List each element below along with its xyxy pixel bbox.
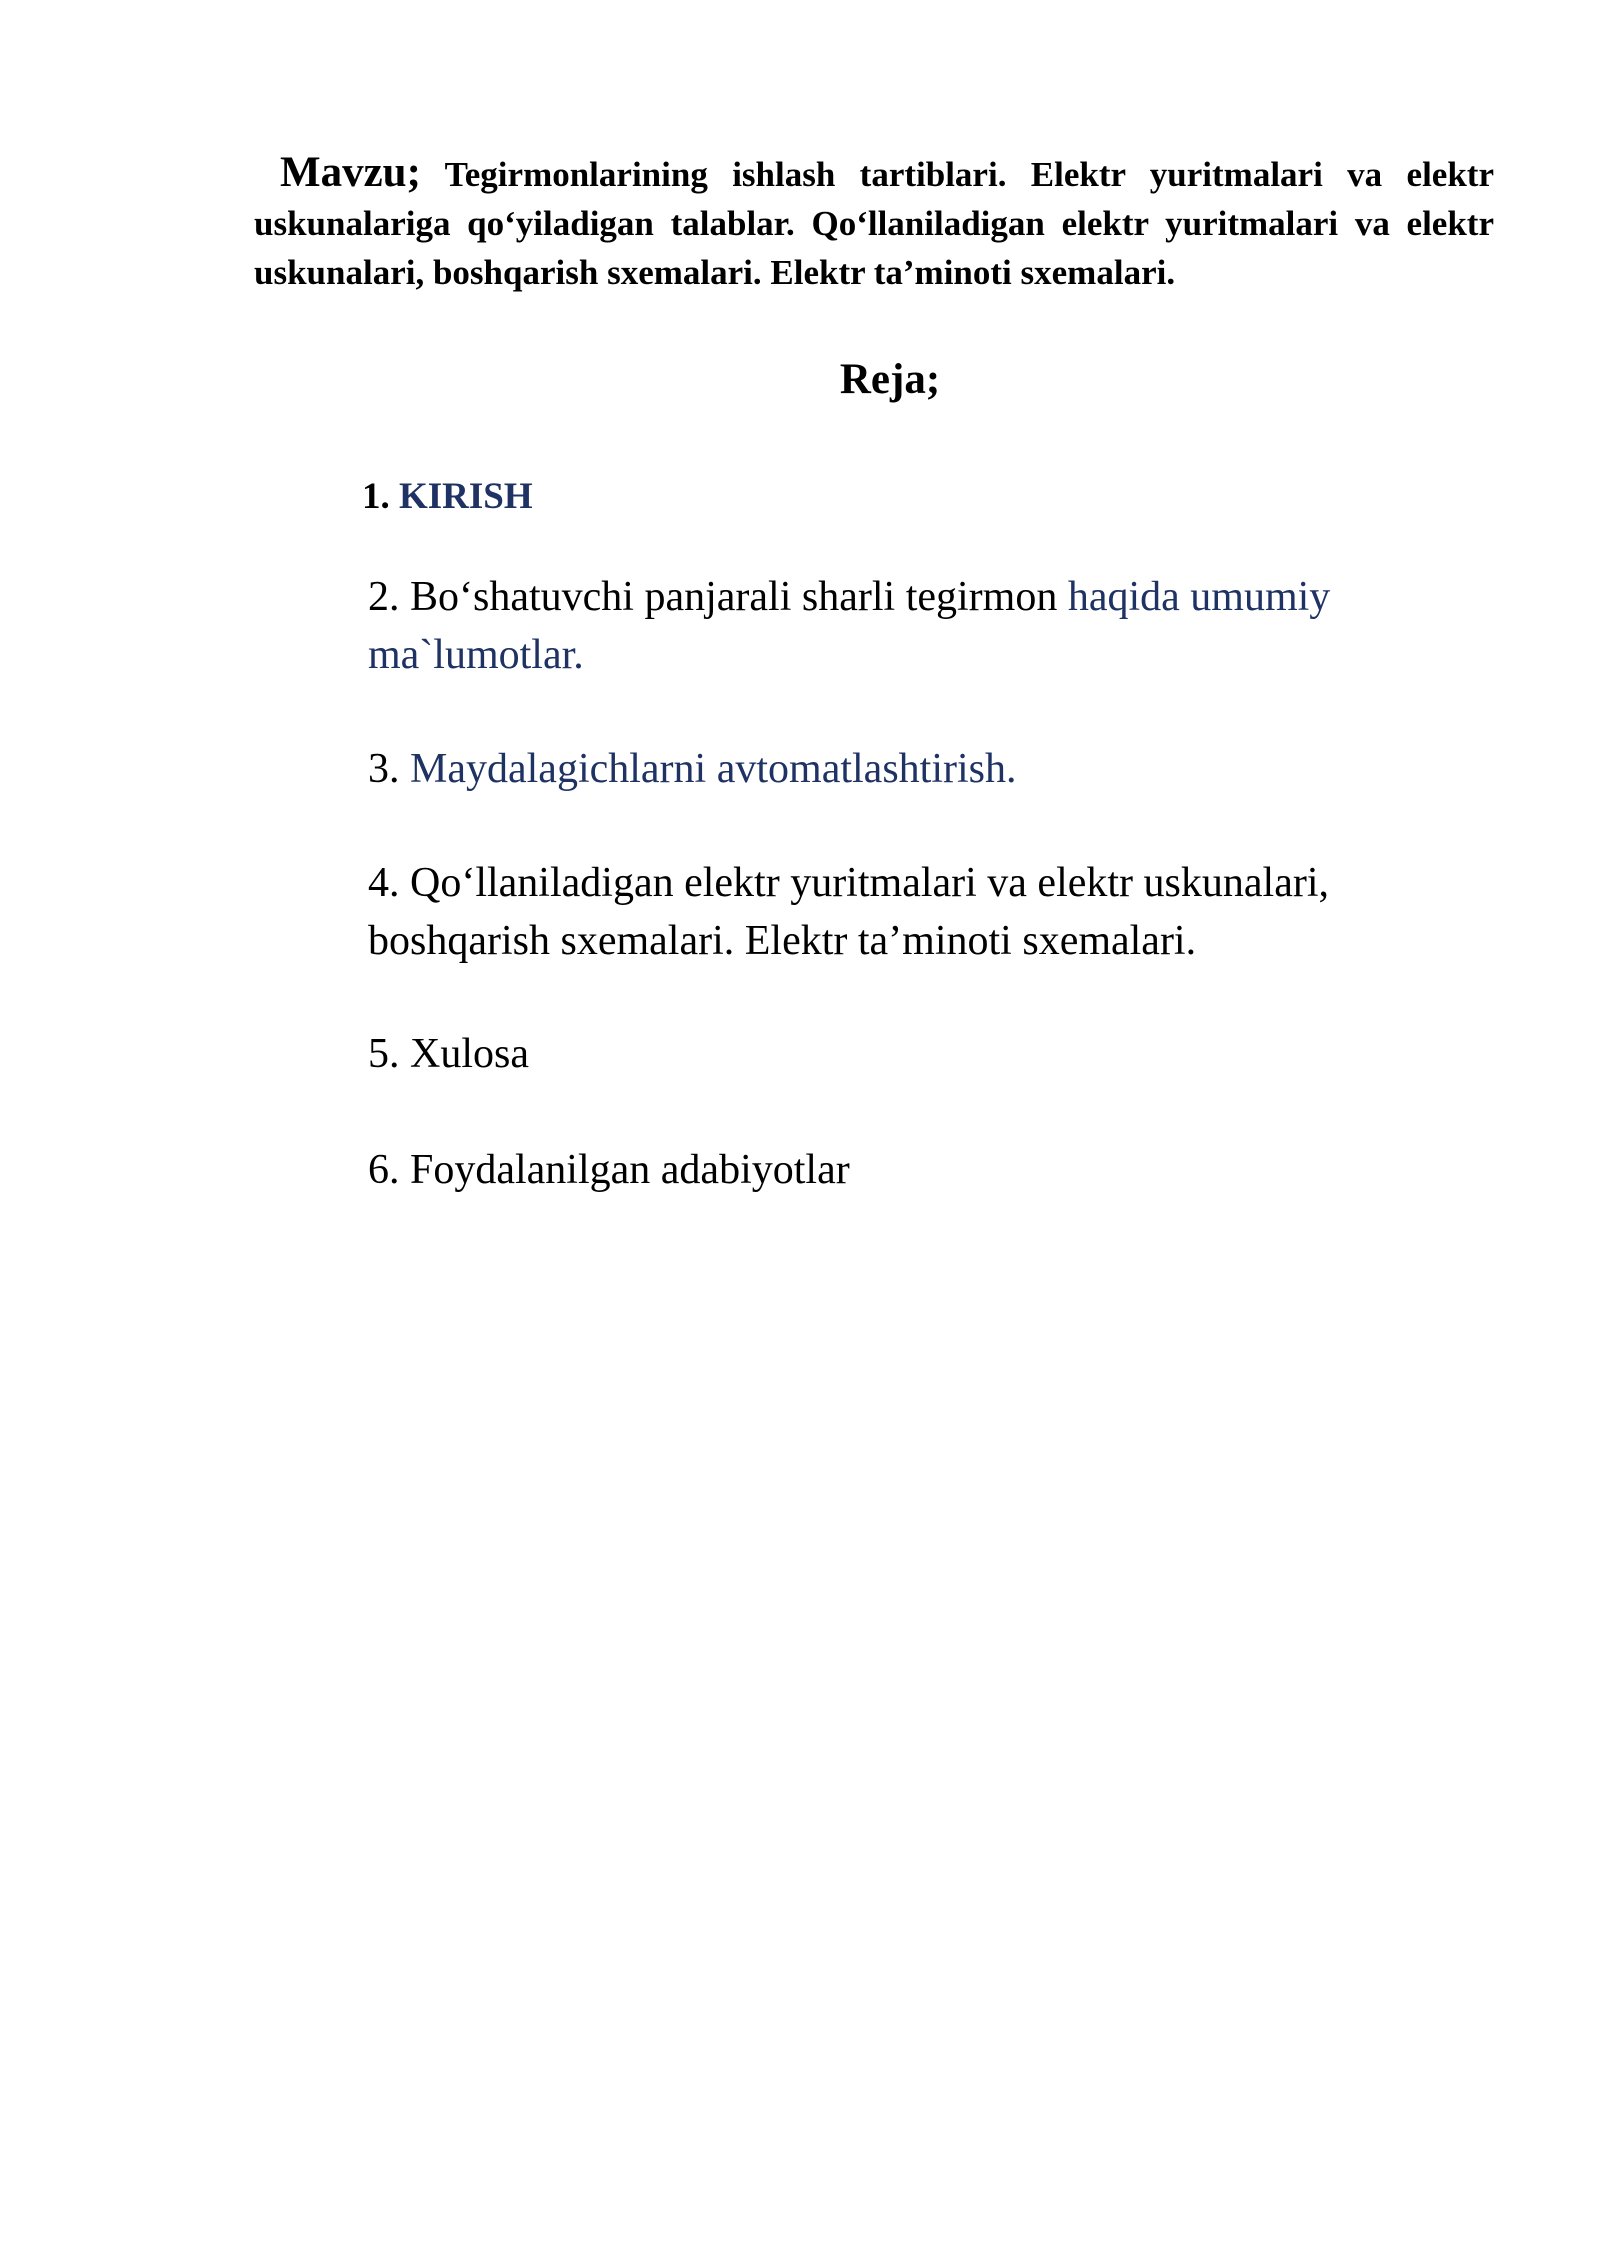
plan-item-number: 4. — [368, 860, 400, 906]
plan-item-text-blue: Maydalagichlarni avtomatlashtirish. — [410, 746, 1017, 792]
plan-item-number: 3. — [368, 746, 400, 792]
plan-item-1 — [362, 470, 1402, 524]
plan-item-number: 1. — [362, 476, 390, 517]
plan-item-text: Bo‘shatuvchi panjarali sharli tegirmon — [410, 574, 1058, 620]
plan-title: Reja; — [839, 356, 941, 403]
topic-text: Tegirmonlarining ishlash tartiblari. Elektr yuritmalari va elektr uskunalariga qo‘yiladigan talablar. Qo‘llaniladigan elektr yuritmalari va elektr uskunalari, boshqarish sxemalari. Elektr ta’minoti sxemalari. — [254, 155, 1494, 292]
plan-item-6 — [368, 1141, 1408, 1199]
topic-paragraph — [254, 148, 1494, 297]
plan-item-number: 5. — [368, 1031, 400, 1077]
plan-item-text: Foydalanilgan adabiyotlar — [410, 1147, 850, 1193]
plan-item-text-blue: KIRISH — [399, 476, 533, 517]
plan-item-4 — [368, 854, 1408, 970]
plan-item-5 — [368, 1025, 1408, 1083]
topic-label: Mavzu; — [280, 149, 421, 196]
plan-item-2 — [368, 568, 1408, 684]
plan-item-text: Qo‘llaniladigan elektr yuritmalari va elektr uskunalari, boshqarish sxemalari. Elektr ta’minoti sxemalari. — [368, 860, 1329, 964]
plan-item-number: 2. — [368, 574, 400, 620]
plan-item-text: Xulosa — [410, 1031, 529, 1077]
plan-item-number: 6. — [368, 1147, 400, 1193]
plan-item-text-blue: haqida umumiy ma`lumotlar. — [368, 574, 1331, 678]
plan-item-3 — [368, 740, 1408, 798]
